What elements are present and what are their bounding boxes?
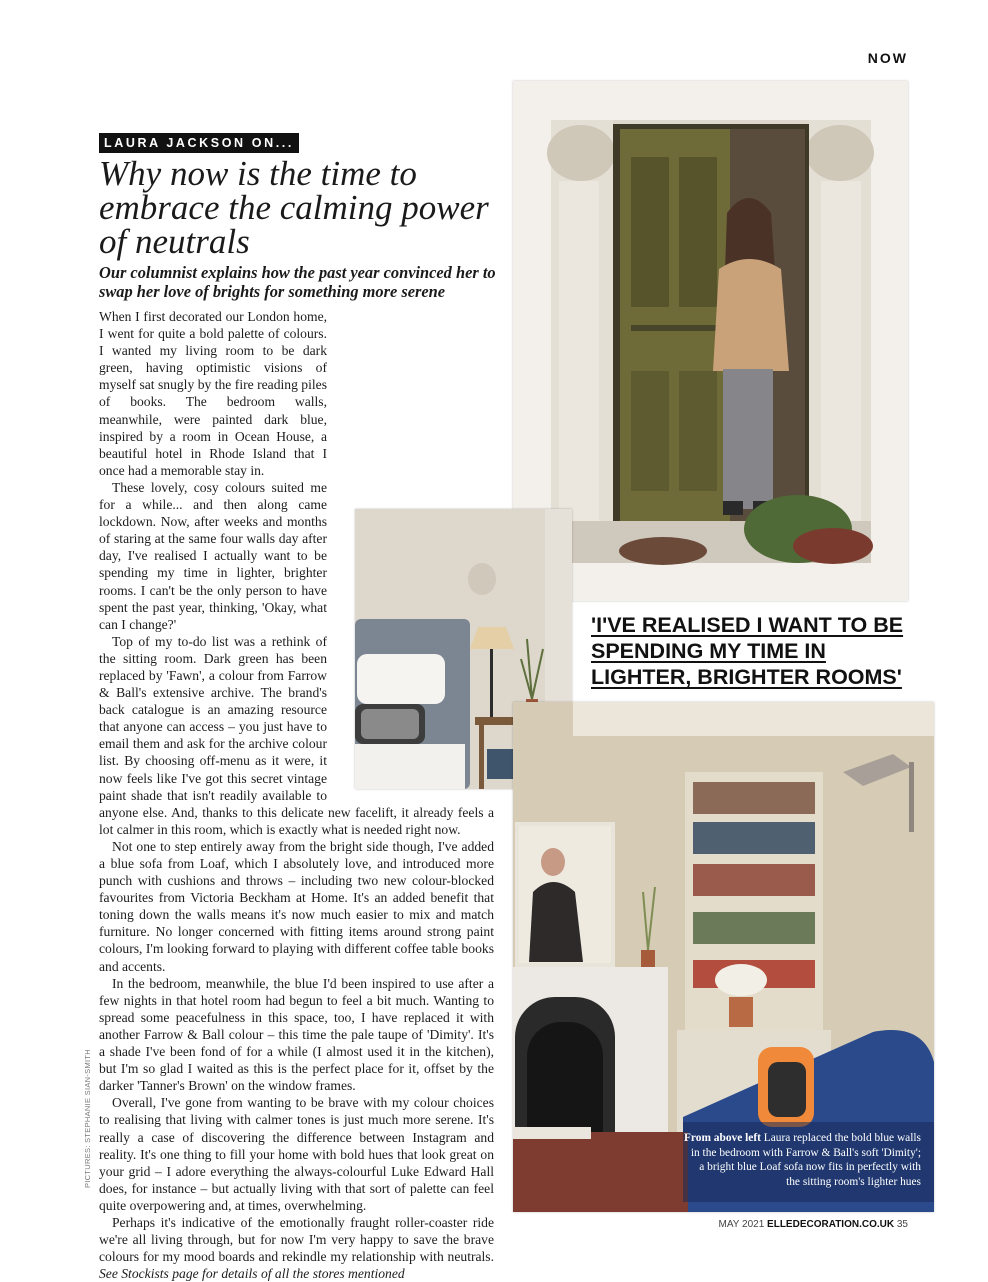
- section-label: NOW: [867, 50, 908, 66]
- headline: Why now is the time to embrace the calming power of neutrals: [99, 154, 489, 261]
- body-paragraph: In the bedroom, meanwhile, the blue I'd been inspired to use after a few nights in that hotel room had begun to feel a bit much. Wanting to spread some peacefulness in this space, too, I have replaced it with another Farrow & Ball colour – this time the pale taupe of 'Dimity'. It's a shade I've been fond of for a while (I almost used it in the kitchen), but I'm so glad I waited as this is the perfect place for it, offset by the darker 'Tanner's Brown' on the window frames.: [99, 975, 494, 1094]
- pull-quote-text: 'I'VE REALISED I WANT TO BE SPENDING MY TIME IN LIGHTER, BRIGHTER ROOMS': [591, 613, 904, 689]
- image-wrap-spacer: [335, 510, 495, 802]
- page-number: 35: [896, 1219, 908, 1230]
- pull-quote: [591, 612, 921, 690]
- body-paragraph: These lovely, cosy colours suited me for a while... and then along came lockdown. Now, after weeks and months of staring at the same four walls day after day, I've realised I actually want to be spending my time in lighter, brighter rooms. I can't be the only person to have spent the past year, thinking, 'Okay, what can I change?': [99, 479, 327, 632]
- issue-date: MAY 2021: [718, 1219, 765, 1230]
- photo-credit: PICTURES: STEPHANIE SIAN-SMITH: [83, 1048, 92, 1188]
- caption-lead: From above left: [683, 1132, 761, 1144]
- photo-caption: [683, 1131, 921, 1189]
- standfirst: Our columnist explains how the past year convinced her to swap her love of brights for something more serene: [99, 263, 496, 301]
- column-kicker: LAURA JACKSON ON...: [99, 133, 299, 153]
- stockists-note: See Stockists page for details of all the stores mentioned: [99, 1266, 405, 1282]
- body-paragraph: [99, 1214, 494, 1282]
- caption-text: Laura replaced the bold blue walls in the bedroom with Farrow & Ball's soft 'Dimity'; a bright blue Loaf sofa now fits in perfectly with the sitting room's lighter hues: [690, 1132, 921, 1188]
- body-paragraph: Not one to step entirely away from the bright side though, I've added a blue sofa from Loaf, which I absolutely love, and introduced more punch with cushions and throws – including two new colour-blocked favourites from Victoria Beckham at Home. It's an added benefit that toning down the walls means it's now much easier to mix and match furniture. No longer concerned with fitting items around strong paint colours, I'm looking forward to playing with different coffee table books and accents.: [99, 838, 494, 974]
- page-folio: [718, 1219, 908, 1230]
- body-paragraph: Top of my to-do list was a rethink of the sitting room. Dark green has been replaced by 'Fawn', a colour from Farrow & Ball's extensive archive. The brand's back catalogue is an amazing resource that anyone can access – you just have to email them and ask for the archive colour list. By choosing off-menu as it were, it now feels like I've got this secret vintage paint shade that isn't readily available to anyone else. And, thanks to this delicate new facelift, it already feels a lot calmer in this room, which is exactly what is needed right now.: [99, 633, 494, 837]
- body-paragraph: When I first decorated our London home, I went for quite a bold palette of colours. I wanted my living room to be dark green, having optimistic visions of myself sat snugly by the fire reading piles of books. The bedroom walls, meanwhile, were painted dark blue, inspired by a room in Ocean House, a beautiful hotel in Rhode Island that I once had a memorable stay in.: [99, 309, 327, 478]
- body-paragraph: Overall, I've gone from wanting to be brave with my colour choices to realising that living with calmer tones is just much more serene. It's really a case of discovering the difference between Instagram and reality. It's one thing to fill your home with bold hues that look great on your grid – I adore everything the always-colourful Luke Edward Hall does, for instance – but actually living with that sort of palette can feel quite overpowering and, at times, overwhelming.: [99, 1095, 494, 1213]
- body-paragraph-text: Perhaps it's indicative of the emotionally fraught roller-coaster ride we're all living through, but for now I'm very happy to save the brave colours for my mood boards and rekindle my relationship with neutrals.: [99, 1214, 494, 1265]
- portrait-photo: [513, 81, 908, 601]
- article-body: [99, 308, 494, 1282]
- magazine-url: ELLEDECORATION.CO.UK: [767, 1219, 895, 1230]
